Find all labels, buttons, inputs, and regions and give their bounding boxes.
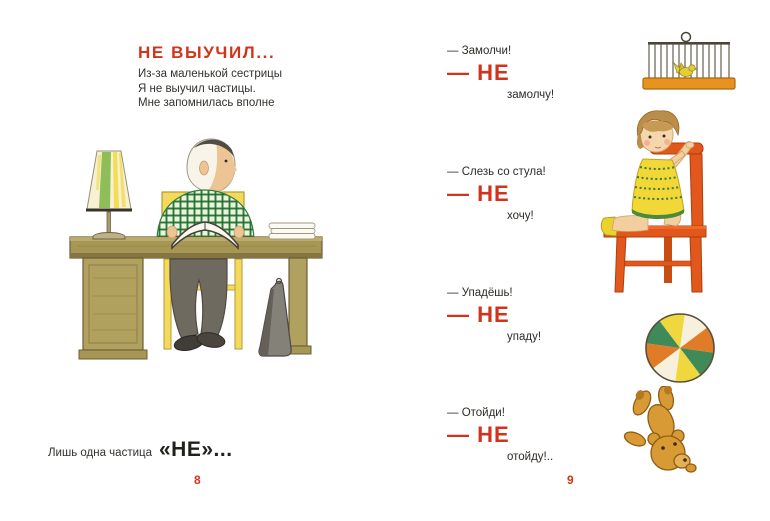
cage-top-bar [648,42,730,45]
poem-line: Я не выучил частицы. [138,82,256,95]
page-number-right: 9 [567,473,574,487]
beach-ball-illustration [644,312,716,384]
poem-line: Из-за маленькой сестрицы [138,68,282,80]
dialogue-prompt: — Упадёшь! [447,287,513,299]
girl [601,111,694,236]
books-stack [269,223,315,239]
caption-emphasis: «НЕ»... [159,438,233,461]
boy-right-hand [234,226,244,238]
chair-rail [620,261,696,266]
caption [48,438,233,462]
girl-on-chair-illustration [590,105,725,295]
dialogue-negation: — НЕ [447,60,510,85]
ball-sectors [644,312,716,384]
chair-leg [615,237,626,292]
dialogue-negation: — НЕ [447,302,510,327]
girl-hand [686,142,694,148]
dialogue-reply: отойду!.. [507,451,554,463]
girl-eye [663,135,666,138]
boy-ear [200,161,209,175]
chair-leg [690,237,702,292]
page-title: НЕ ВЫУЧИЛ... [138,43,276,62]
dialogue-prompt: — Отойди! [447,407,505,419]
boy-eye [225,160,228,163]
girl-cheek [664,139,670,145]
teddy-bear-illustration [616,386,721,491]
caption-prefix: Лишь одна частица [48,447,152,459]
teddy-paw [686,464,696,472]
dialogue-reply: упаду! [507,331,542,343]
teddy-nose [683,458,687,462]
boy-left-hand [167,226,177,238]
poem [138,67,282,111]
girl-eye [649,136,652,139]
dialogue-prompt: — Замолчи! [447,45,512,57]
boy-at-desk-illustration [58,128,348,373]
shoe [196,331,226,350]
page-number-left: 8 [194,473,201,487]
teddy-arm [623,429,648,448]
boy-legs [170,259,227,339]
teddy-eye [661,446,665,450]
girl-cheek [644,140,650,146]
dialogue-block-1 [447,44,647,102]
girl-leg [612,216,648,232]
dialogue-reply: замолчу! [507,89,555,101]
dialogue-negation: — НЕ [447,181,510,206]
bird [674,63,698,77]
chair-leg [664,237,672,283]
cage-ring [682,33,691,42]
birdcage-illustration [641,30,737,94]
teddy-eye [673,442,677,446]
dialogue-reply: хочу! [507,210,534,222]
chair-leg [235,259,242,349]
dialogue-prompt: — Слезь со стула! [447,166,546,178]
poem-line: Мне запомнилась вполне [138,97,275,109]
under-desk [164,259,291,356]
dialogue-negation: — НЕ [447,422,510,447]
cage-base [643,78,735,89]
desk-lamp [86,151,132,239]
